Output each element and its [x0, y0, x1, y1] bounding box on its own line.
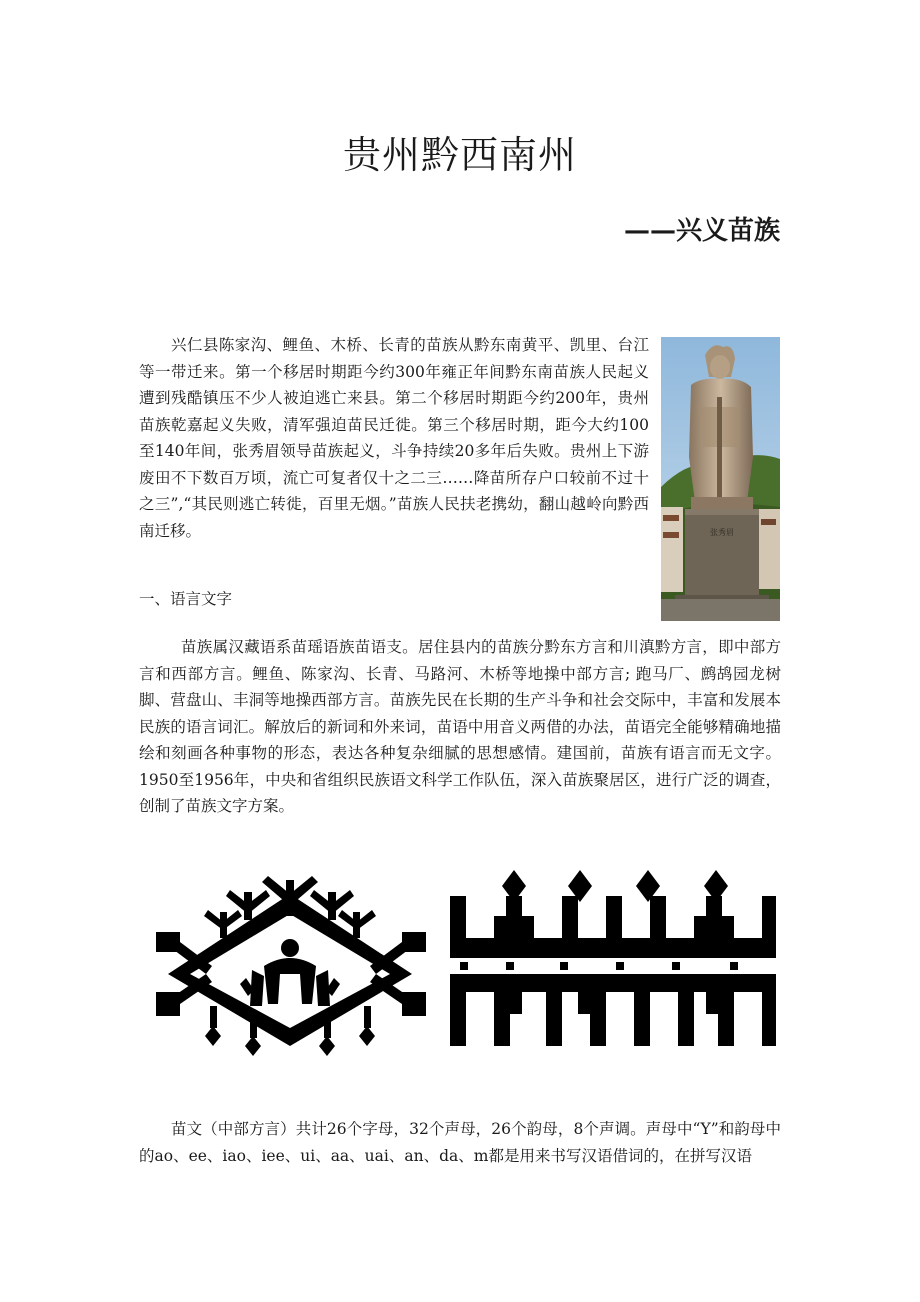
document-subtitle: ——兴义苗族: [623, 216, 780, 246]
language-paragraph: 苗族属汉藏语系苗瑶语族苗语支。居住县内的苗族分黔东方言和川滇黔方言，即中部方言和西部方言。鲤鱼、陈家沟、长青、马路河、木桥等地操中部方言; 跑马厂、鹧鸪园龙树脚、营盘山、丰洞等地操西部方言。苗族先民在长期的生产斗争和社会交际中，丰富和发展本民族的语言词汇。解放后的新词和外来词，苗语中用音义两借的办法，苗语完全能够精确地描绘和刻画各种事物的形态，表达各种复杂细腻的思想感情。建国前，苗族有语言而无文字。1950至1956年，中央和省组织民族语文科学工作队伍，深入苗族聚居区，进行广泛的调查，创制了苗族文字方案。: [139, 638, 781, 815]
geometric-cross-motif: [448, 870, 776, 1046]
diamond-figure-motif: [156, 876, 426, 1056]
statue-plaque-text: 张秀眉: [710, 528, 734, 537]
intro-paragraph: 兴仁县陈家沟、鲤鱼、木桥、长青的苗族从黔东南黄平、凯里、台江等一带迁来。第一个移居时期距今约300年雍正年间黔东南苗族人民起义遭到残酷镇压不少人被迫逃亡来县。第二个移居时期距今约200年，贵州苗族乾嘉起义失败，清军强迫苗民迁徙。第三个移居时期，距今大约100至140年间，张秀眉领导苗族起义，斗争持续20多年后失败。贵州上下游废田不下数百万顷，流亡可复者仅十之二三……降苗所存户口较前不过十之三”,“其民则逃亡转徙，百里无烟。”苗族人民扶老携幼，翻山越岭向黔西南迁移。: [139, 336, 649, 540]
section-heading-language: 一、语言文字: [139, 590, 233, 608]
miao-embroidery-pattern: [150, 866, 780, 1066]
document-title: 贵州黔西南州: [342, 133, 577, 177]
statue-photo: [661, 337, 780, 621]
miao-script-paragraph: 苗文（中部方言）共计26个字母，32个声母，26个韵母，8个声调。声母中“Y”和韵母中的ao、ee、iao、iee、ui、aa、uai、an、da、m都是用来书写汉语借词的，在拼写汉语: [139, 1120, 781, 1165]
